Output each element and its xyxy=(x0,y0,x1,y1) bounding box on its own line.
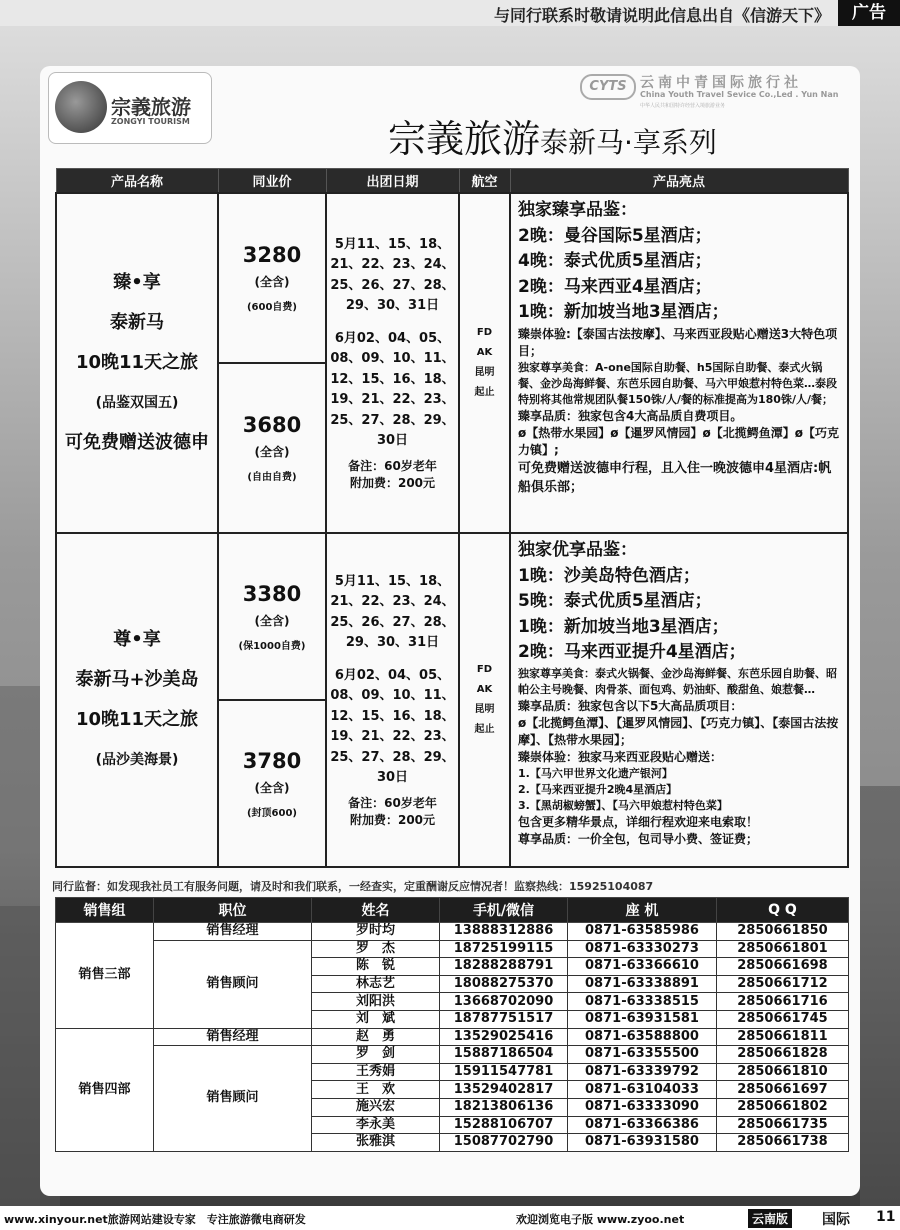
staff-name-cell: 陈 锐 xyxy=(312,958,440,976)
highlight-line: 5晚：泰式优质5星酒店； xyxy=(518,591,712,611)
staff-header-group: 销售组 xyxy=(56,898,154,923)
price-value: 3380 xyxy=(242,581,302,606)
staff-qq-cell: 2850661735 xyxy=(717,1116,849,1134)
footer-bar xyxy=(0,1206,900,1230)
staff-phone-cell: 0871-63931580 xyxy=(568,1134,717,1152)
title-main: 宗義旅游 xyxy=(388,117,541,161)
page-number: 11 xyxy=(876,1209,896,1225)
staff-name-cell: 罗 杰 xyxy=(312,940,440,958)
airline-line: 起止 xyxy=(474,387,495,398)
highlight-line: 臻享品质：独家包含4大高品质自费项目。 xyxy=(518,408,743,423)
staff-qq-cell: 2850661738 xyxy=(717,1134,849,1152)
date-line: 21、22、23、24、 xyxy=(330,257,455,272)
footer-left: www.xinyour.net旅游网站建设专家 专注旅游微电商研发 xyxy=(4,1213,306,1226)
staff-mobile-cell: 15887186504 xyxy=(440,1046,568,1064)
staff-qq-cell: 2850661811 xyxy=(717,1028,849,1046)
staff-header-mobile: 手机/微信 xyxy=(440,898,568,923)
staff-header-role: 职位 xyxy=(154,898,312,923)
date-line: 29、30、31日 xyxy=(345,298,440,313)
staff-qq-cell: 2850661745 xyxy=(717,1010,849,1028)
staff-name-cell: 李永美 xyxy=(312,1116,440,1134)
date-line: 08、09、10、11、 xyxy=(330,688,455,703)
date-line: 12、15、16、18、 xyxy=(330,371,455,387)
staff-name-cell: 罗 剑 xyxy=(312,1046,440,1064)
highlight-line: 1晚：新加坡当地3星酒店； xyxy=(518,302,729,322)
staff-row xyxy=(56,940,849,958)
highlight-line: ø【热带水果园】ø【暹罗风情园】ø【北揽鳄鱼潭】ø【巧克力镇】; xyxy=(518,425,839,457)
partner-english: China Youth Travel Sevice Co.,Led . Yun Nan xyxy=(640,90,839,99)
date-line: 25、27、28、29、 xyxy=(330,749,455,765)
title-sub: 泰新马·享系列 xyxy=(540,126,717,159)
price-cell xyxy=(218,700,326,867)
dates-cell xyxy=(326,533,459,867)
staff-phone-cell: 0871-63588800 xyxy=(568,1028,717,1046)
price-note: (全含) xyxy=(254,445,290,459)
staff-qq-cell: 2850661716 xyxy=(717,993,849,1011)
highlight-line: 独家尊享美食：A-one国际自助餐、h5国际自助餐、泰式火锅餐、金沙岛海鲜餐、东芭乐园自助餐、马六甲娘惹村特色菜…泰段特别将其他常规团队餐150铢/人/餐的标准提高为180铢/人/餐； xyxy=(518,360,837,406)
brand-name: 宗義旅游 xyxy=(111,95,191,119)
partner-mark-icon: CYTS xyxy=(580,74,636,100)
price-cell xyxy=(218,193,326,363)
price-value: 3280 xyxy=(242,243,302,267)
airline-line: FD xyxy=(476,664,493,675)
ad-tag: 广告 xyxy=(838,0,900,26)
highlight-line: 独家尊享美食：泰式火锅餐、金沙岛海鲜餐、东芭乐园自助餐、昭帕公主号晚餐、肉骨茶、面包鸡、奶油虾、酸甜鱼、娘惹餐… xyxy=(518,666,837,696)
staff-mobile-cell: 15288106707 xyxy=(440,1116,568,1134)
supervision-notice: 同行监督：如发现我社员工有服务问题，请及时和我们联系，一经查实，定重酬谢反应情况者！监察热线：15925104087 xyxy=(52,880,654,893)
staff-group-cell: 销售三部 xyxy=(56,923,154,1029)
airline-cell xyxy=(459,193,510,533)
page-title xyxy=(388,108,717,163)
staff-qq-cell: 2850661712 xyxy=(717,975,849,993)
note-line: 备注：60岁老年 xyxy=(348,795,437,810)
staff-group-cell: 销售四部 xyxy=(56,1028,154,1151)
highlight-line: 1晚：沙美岛特色酒店； xyxy=(518,565,700,586)
brand-logo xyxy=(48,72,212,144)
staff-mobile-cell: 15087702790 xyxy=(440,1134,568,1152)
staff-role-cell: 销售顾问 xyxy=(154,940,312,1028)
staff-role-cell: 销售经理 xyxy=(154,923,312,941)
staff-name-cell: 刘阳洪 xyxy=(312,993,440,1011)
airline-line: 起止 xyxy=(474,724,495,735)
highlight-line: 臻享品质：独家包含以下5大高品质项目： xyxy=(518,698,743,713)
staff-mobile-cell: 18787751517 xyxy=(440,1010,568,1028)
staff-role-cell: 销售经理 xyxy=(154,1028,312,1046)
staff-mobile-cell: 13529402817 xyxy=(440,1081,568,1099)
staff-header-name: 姓名 xyxy=(312,898,440,923)
date-line: 30日 xyxy=(376,433,409,448)
staff-name-cell: 赵 勇 xyxy=(312,1028,440,1046)
senior-note xyxy=(327,458,458,492)
product-name-line: 可免费赠送波德申 xyxy=(65,432,209,453)
date-line: 29、30、31日 xyxy=(345,635,440,650)
date-line: 6月02、04、05、 xyxy=(334,667,451,683)
staff-qq-cell: 2850661810 xyxy=(717,1063,849,1081)
staff-qq-cell: 2850661801 xyxy=(717,940,849,958)
staff-mobile-cell: 18725199115 xyxy=(440,940,568,958)
staff-phone-cell: 0871-63333090 xyxy=(568,1098,717,1116)
brand-english: ZONGYI TOURISM xyxy=(111,117,190,126)
airline-cell xyxy=(459,533,510,867)
staff-header-phone: 座 机 xyxy=(568,898,717,923)
staff-phone-cell: 0871-63104033 xyxy=(568,1081,717,1099)
header-price: 同业价 xyxy=(218,169,326,194)
product-name-cell xyxy=(56,193,218,533)
staff-mobile-cell: 18288288791 xyxy=(440,958,568,976)
product-name-line: 尊•享 xyxy=(113,629,161,650)
highlight-line: 4晚：泰式优质5星酒店； xyxy=(518,251,712,271)
staff-mobile-cell: 18088275370 xyxy=(440,975,568,993)
price-cell xyxy=(218,363,326,533)
product-name-line: 泰新马 xyxy=(110,312,164,333)
highlight-line: 2.【马来西亚提升2晚4星酒店】 xyxy=(518,782,678,796)
dates-cell xyxy=(326,193,459,533)
staff-name-cell: 施兴宏 xyxy=(312,1098,440,1116)
staff-mobile-cell: 13668702090 xyxy=(440,993,568,1011)
senior-note xyxy=(327,795,458,829)
date-line: 5月11、15、18、 xyxy=(334,236,451,252)
highlight-line: 1晚：新加坡当地3星酒店； xyxy=(518,616,729,637)
highlight-line: 独家优享品鉴： xyxy=(518,540,637,560)
price-extra: (600自费) xyxy=(246,302,297,313)
price-note: (全含) xyxy=(254,780,290,795)
staff-phone-cell: 0871-63338891 xyxy=(568,975,717,993)
product-name-line: 10晚11天之旅 xyxy=(75,352,199,373)
product-name-line: 臻•享 xyxy=(113,272,161,293)
highlights-cell xyxy=(510,193,848,533)
staff-row xyxy=(56,1028,849,1046)
highlight-line: 包含更多精华景点，详细行程欢迎来电索取！ xyxy=(518,814,759,829)
highlight-line: 臻崇体验：独家马来西亚段贴心赠送： xyxy=(518,749,723,764)
product-table xyxy=(55,168,849,868)
date-line: 6月02、04、05、 xyxy=(334,330,451,346)
brand-logo-icon xyxy=(55,81,107,133)
staff-role-cell: 销售顾问 xyxy=(154,1046,312,1152)
price-extra: (封顶600) xyxy=(246,807,297,819)
header-dates: 出团日期 xyxy=(326,169,459,194)
date-line: 08、09、10、11、 xyxy=(330,351,455,366)
staff-name-cell: 王 欢 xyxy=(312,1081,440,1099)
staff-name-cell: 刘 斌 xyxy=(312,1010,440,1028)
price-note: (全含) xyxy=(254,275,290,289)
staff-qq-cell: 2850661850 xyxy=(717,923,849,941)
edition-badge: 云南版 xyxy=(748,1209,792,1228)
staff-row xyxy=(56,923,849,941)
price-value: 3780 xyxy=(242,748,302,773)
price-value: 3680 xyxy=(242,413,302,437)
staff-qq-cell: 2850661697 xyxy=(717,1081,849,1099)
airline-line: FD xyxy=(476,327,493,338)
date-line: 21、22、23、24、 xyxy=(330,594,455,609)
staff-table xyxy=(55,897,849,1152)
top-notice-bar xyxy=(0,0,900,26)
header-product: 产品名称 xyxy=(56,169,218,194)
staff-name-cell: 张雅淇 xyxy=(312,1134,440,1152)
staff-name-cell: 林志艺 xyxy=(312,975,440,993)
note-line: 附加费：200元 xyxy=(349,475,436,490)
highlight-line: 2晚：马来西亚4星酒店； xyxy=(518,276,712,297)
date-line: 30日 xyxy=(376,770,409,785)
staff-phone-cell: 0871-63330273 xyxy=(568,940,717,958)
staff-phone-cell: 0871-63585986 xyxy=(568,923,717,941)
top-notice-text: 与同行联系时敬请说明此信息出自《信游天下》 xyxy=(493,6,830,25)
header-airline: 航空 xyxy=(459,169,510,194)
highlight-line: ø【北揽鳄鱼潭】、【暹罗风情园】、【巧克力镇】、【泰国古法按摩】、【热带水果园】； xyxy=(518,715,839,747)
partner-small: 中华人民共和国特许经营入境旅游业务 xyxy=(640,103,726,109)
staff-phone-cell: 0871-63338515 xyxy=(568,993,717,1011)
date-line: 19、21、22、23、 xyxy=(330,729,455,744)
product-name-line: 10晚11天之旅 xyxy=(75,709,199,730)
highlight-line: 可免费赠送波德申行程，且入住一晚波德申4星酒店:帆船俱乐部； xyxy=(518,460,832,495)
product-name-line: (品鉴双国五) xyxy=(95,395,179,411)
highlight-line: 独家臻享品鉴： xyxy=(518,200,637,220)
date-line: 5月11、15、18、 xyxy=(334,573,451,589)
footer-right: 欢迎浏览电子版 www.zyoo.net xyxy=(516,1213,685,1226)
staff-phone-cell: 0871-63366610 xyxy=(568,958,717,976)
price-extra: (自由自费) xyxy=(247,472,297,483)
staff-phone-cell: 0871-63366386 xyxy=(568,1116,717,1134)
airline-line: 昆明 xyxy=(474,704,495,715)
price-extra: (保1000自费) xyxy=(238,640,306,652)
highlights-cell xyxy=(510,533,848,867)
airline-line: 昆明 xyxy=(474,367,495,378)
product-row xyxy=(56,533,848,700)
note-line: 备注：60岁老年 xyxy=(348,458,437,473)
price-note: (全含) xyxy=(254,613,290,628)
date-line: 25、26、27、28、 xyxy=(330,614,455,630)
staff-phone-cell: 0871-63931581 xyxy=(568,1010,717,1028)
highlight-line: 2晚：马来西亚提升4星酒店； xyxy=(518,642,746,662)
date-line: 25、27、28、29、 xyxy=(330,412,455,428)
airline-line: AK xyxy=(476,347,493,358)
highlight-line: 尊享品质：一价全包，包司导小费、签证费； xyxy=(518,831,759,846)
highlight-line: 1.【马六甲世界文化遗产银河】 xyxy=(518,766,673,780)
staff-mobile-cell: 18213806136 xyxy=(440,1098,568,1116)
note-line: 附加费：200元 xyxy=(349,812,436,827)
product-name-cell xyxy=(56,533,218,867)
staff-header-qq: Q Q xyxy=(717,898,849,923)
staff-phone-cell: 0871-63339792 xyxy=(568,1063,717,1081)
staff-mobile-cell: 13529025416 xyxy=(440,1028,568,1046)
product-name-line: 泰新马+沙美岛 xyxy=(75,669,199,690)
highlight-line: 臻崇体验:【泰国古法按摩】、马来西亚段贴心赠送3大特色项目； xyxy=(518,326,838,358)
highlight-line: 2晚：曼谷国际5星酒店； xyxy=(518,225,712,246)
date-line: 25、26、27、28、 xyxy=(330,277,455,293)
staff-name-cell: 罗时均 xyxy=(312,923,440,941)
partner-name: 云南中青国际旅行社 xyxy=(640,75,802,91)
staff-name-cell: 王秀娟 xyxy=(312,1063,440,1081)
date-line: 12、15、16、18、 xyxy=(330,708,455,724)
section-label: 国际 xyxy=(822,1212,850,1228)
staff-mobile-cell: 15911547781 xyxy=(440,1063,568,1081)
airline-line: AK xyxy=(476,684,493,695)
staff-qq-cell: 2850661828 xyxy=(717,1046,849,1064)
staff-phone-cell: 0871-63355500 xyxy=(568,1046,717,1064)
highlight-line: 3.【黑胡椒螃蟹】、【马六甲娘惹村特色菜】 xyxy=(518,798,728,812)
header-highlights: 产品亮点 xyxy=(510,169,848,194)
product-name-line: (品沙美海景) xyxy=(95,752,179,768)
staff-qq-cell: 2850661698 xyxy=(717,958,849,976)
staff-mobile-cell: 13888312886 xyxy=(440,923,568,941)
price-cell xyxy=(218,533,326,700)
staff-qq-cell: 2850661802 xyxy=(717,1098,849,1116)
staff-row xyxy=(56,1046,849,1064)
product-row xyxy=(56,193,848,363)
date-line: 19、21、22、23、 xyxy=(330,392,455,407)
